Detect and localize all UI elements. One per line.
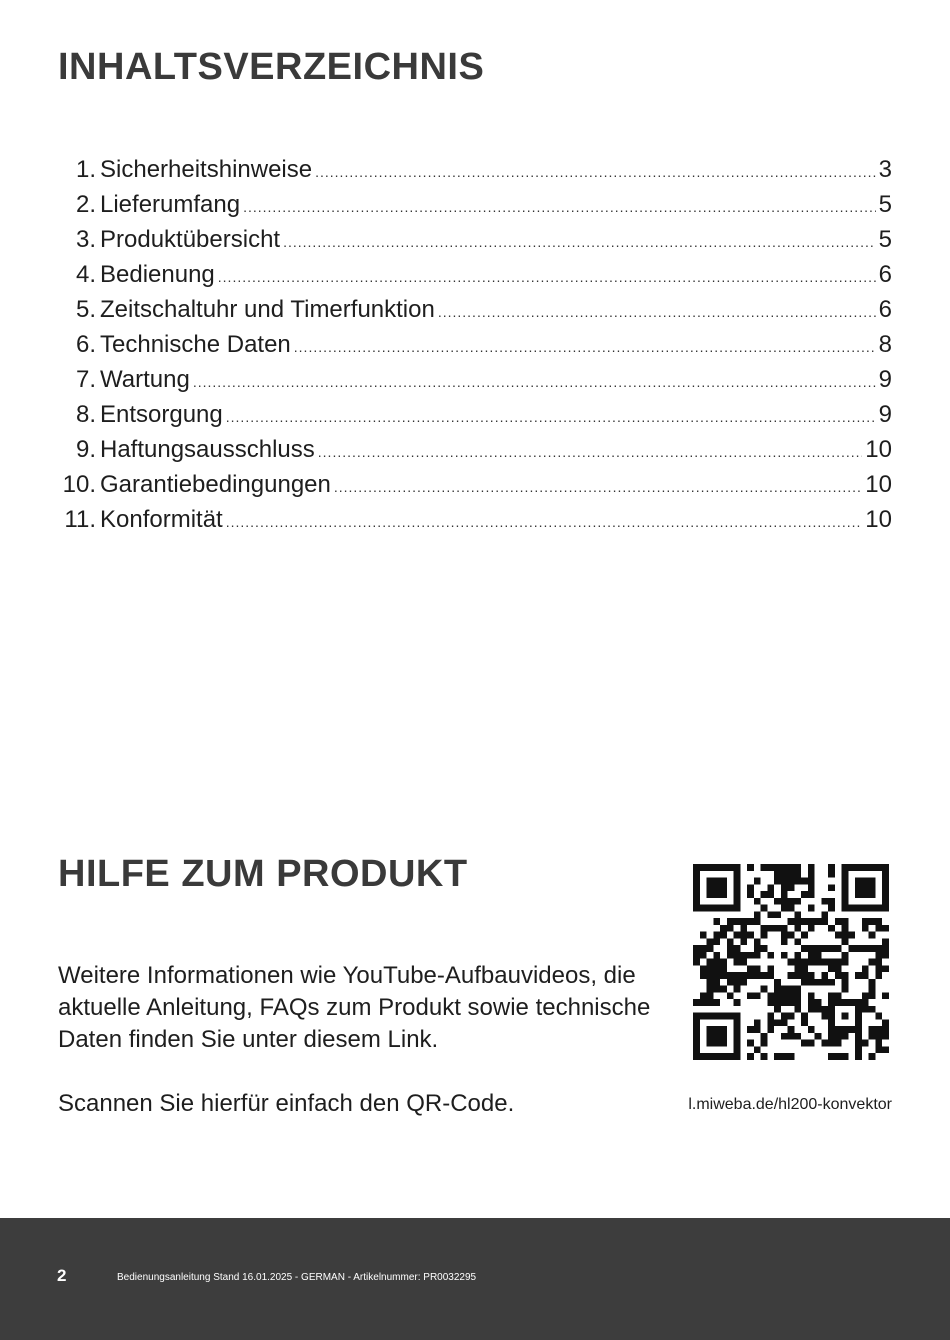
toc-entry-page: 3: [878, 156, 892, 183]
toc-entry-label: Zeitschaltuhr und Timerfunktion: [100, 296, 435, 323]
toc-entry-page: 8: [878, 331, 892, 358]
toc-entry[interactable]: [58, 471, 892, 506]
toc-entry[interactable]: [58, 296, 892, 331]
toc-title: INHALTSVERZEICHNIS: [58, 46, 485, 88]
footer-document-info: Bedienungsanleitung Stand 16.01.2025 - GERMAN - Artikelnummer: PR0032295: [117, 1272, 477, 1283]
toc-entry-number: 8.: [75, 401, 96, 428]
toc-entry-label: Lieferumfang: [100, 191, 241, 218]
toc-entry-number: 1.: [75, 156, 96, 183]
toc-entry[interactable]: [58, 226, 892, 261]
toc-entry[interactable]: [58, 191, 892, 226]
toc-entry-number: 7.: [75, 366, 96, 393]
toc-entry-number: 9.: [75, 436, 96, 463]
toc-entry-number: 5.: [75, 296, 96, 323]
toc-entry[interactable]: [58, 436, 892, 471]
product-help-link[interactable]: l.miweba.de/hl200-konvektor: [688, 1096, 892, 1113]
table-of-contents: [58, 156, 892, 541]
help-description: Weitere Informationen wie YouTube-Aufbauvideos, die aktuelle Anleitung, FAQs zum Produkt sowie technische Daten finden Sie unter diesem Link.: [58, 962, 651, 1053]
toc-dot-leader: [226, 409, 876, 425]
toc-entry-page: 10: [865, 471, 892, 498]
toc-entry-page: 10: [865, 436, 892, 463]
toc-entry-page: 10: [865, 506, 892, 533]
help-scan-instruction: Scannen Sie hierfür einfach den QR-Code.: [58, 1090, 515, 1117]
toc-entry-number: 10.: [62, 471, 96, 498]
toc-entry-label: Entsorgung: [100, 401, 223, 428]
toc-entry[interactable]: [58, 366, 892, 401]
toc-entry-page: 6: [878, 296, 892, 323]
toc-entry-label: Konformität: [100, 506, 223, 533]
toc-entry-label: Produktübersicht: [100, 226, 281, 253]
toc-entry-label: Bedienung: [100, 261, 215, 288]
toc-dot-leader: [283, 234, 876, 250]
toc-entry[interactable]: [58, 506, 892, 541]
toc-dot-leader: [318, 444, 863, 460]
toc-entry-page: 9: [878, 366, 892, 393]
toc-dot-leader: [243, 199, 876, 215]
qr-code-icon[interactable]: [693, 864, 889, 1060]
toc-entry-label: Garantiebedingungen: [100, 471, 331, 498]
toc-entry-label: Sicherheitshinweise: [100, 156, 313, 183]
footer-page-number: 2: [57, 1266, 67, 1285]
page-footer: [0, 1218, 950, 1340]
toc-entry-number: 3.: [75, 226, 96, 253]
toc-dot-leader: [193, 374, 876, 390]
toc-entry-number: 11.: [64, 506, 96, 533]
toc-dot-leader: [438, 304, 876, 320]
toc-dot-leader: [226, 514, 863, 530]
toc-entry-number: 6.: [75, 331, 96, 358]
toc-entry-label: Haftungsausschluss: [100, 436, 315, 463]
toc-entry-label: Technische Daten: [100, 331, 291, 358]
toc-dot-leader: [294, 339, 876, 355]
toc-entry-label: Wartung: [100, 366, 190, 393]
toc-entry-page: 5: [878, 191, 892, 218]
toc-entry-number: 2.: [75, 191, 96, 218]
toc-entry-page: 9: [878, 401, 892, 428]
help-title: HILFE ZUM PRODUKT: [58, 853, 468, 895]
toc-dot-leader: [315, 164, 876, 180]
toc-dot-leader: [334, 479, 862, 495]
toc-entry-page: 5: [878, 226, 892, 253]
toc-entry-number: 4.: [75, 261, 96, 288]
toc-entry[interactable]: [58, 401, 892, 436]
toc-entry-page: 6: [878, 261, 892, 288]
toc-entry[interactable]: [58, 156, 892, 191]
toc-entry[interactable]: [58, 331, 892, 366]
toc-entry[interactable]: [58, 261, 892, 296]
toc-dot-leader: [218, 269, 876, 285]
